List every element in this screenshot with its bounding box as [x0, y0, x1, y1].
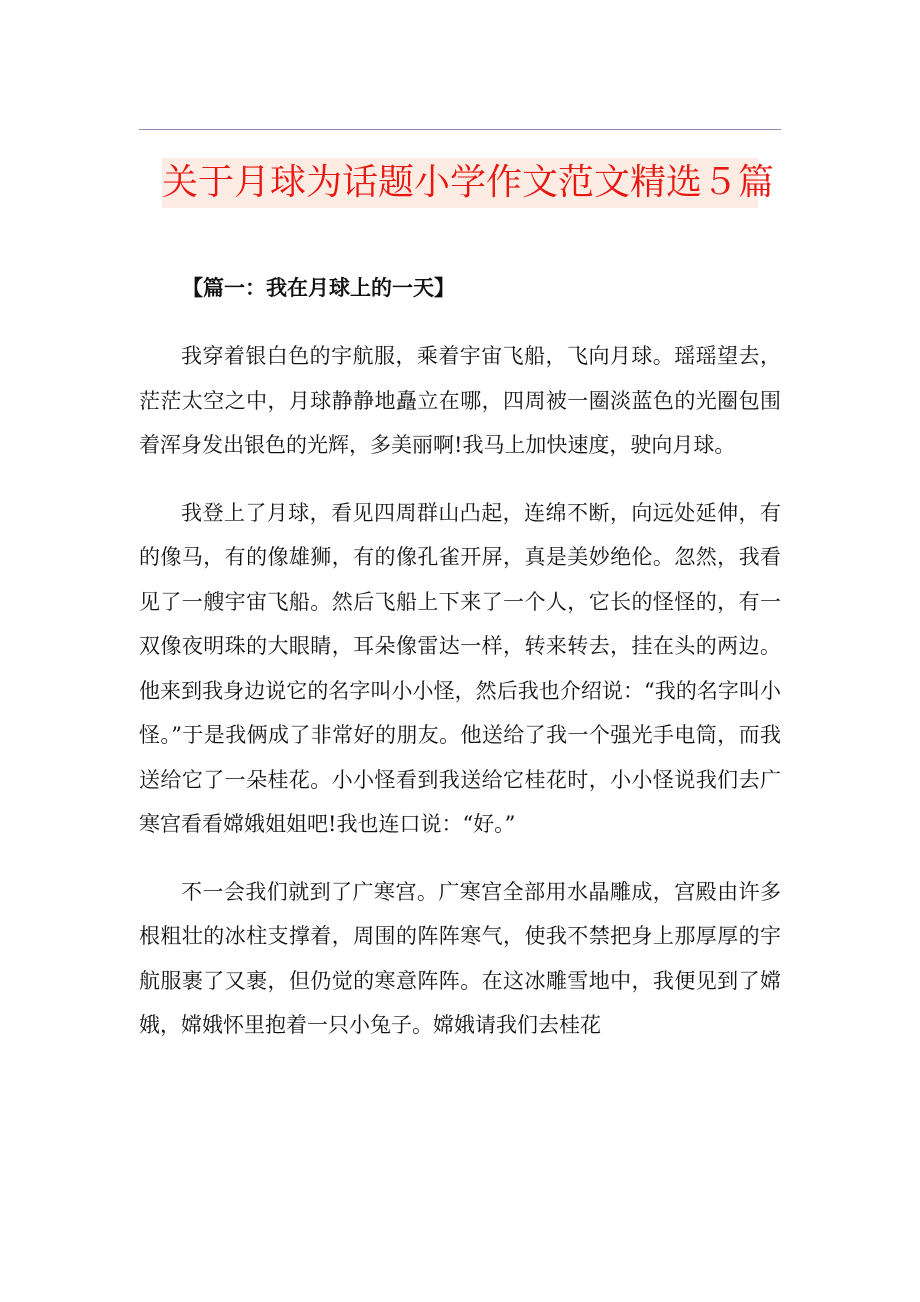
- title-highlight: [162, 158, 775, 208]
- document-body: [139, 264, 781, 1048]
- paragraph-2: 我登上了月球，看见四周群山凸起，连绵不断，向远处延伸，有的像马，有的像雄狮，有的像孔雀开屏，真是美妙绝伦。忽然，我看见了一艘宇宙飞船。然后飞船上下来了一个人，它长的怪怪的，有一双像夜明珠的大眼睛，耳朵像雷达一样，转来转去，挂在头的两边。他来到我身边说它的名字叫小小怪，然后我也介绍说：“我的名字叫小怪。”于是我俩成了非常好的朋友。他送给了我一个强光手电筒，而我送给它了一朵桂花。小小怪看到我送给它桂花时，小小怪说我们去广寒宫看看嫦娥姐姐吧!我也连口说：“好。”: [139, 500, 781, 836]
- header-rule: [139, 129, 781, 130]
- paragraph-1: 我穿着银白色的宇航服，乘着宇宙飞船，飞向月球。瑶瑶望去，茫茫太空之中，月球静静地矗立在哪，四周被一圈淡蓝色的光圈包围着浑身发出银色的光辉，多美丽啊!我马上加快速度，驶向月球。: [139, 344, 781, 457]
- paragraph-3: 不一会我们就到了广寒宫。广寒宫全部用水晶雕成，宫殿由许多根粗壮的冰柱支撑着，周围的阵阵寒气，使我不禁把身上那厚厚的宇航服裹了又裹，但仍觉的寒意阵阵。在这冰雕雪地中，我便见到了嫦娥，嫦娥怀里抱着一只小兔子。嫦娥请我们去桂花: [139, 879, 781, 1037]
- section-heading: 【篇一：我在月球上的一天】: [182, 275, 455, 300]
- document-title: 关于月球为话题小学作文范文精选５篇: [162, 162, 775, 203]
